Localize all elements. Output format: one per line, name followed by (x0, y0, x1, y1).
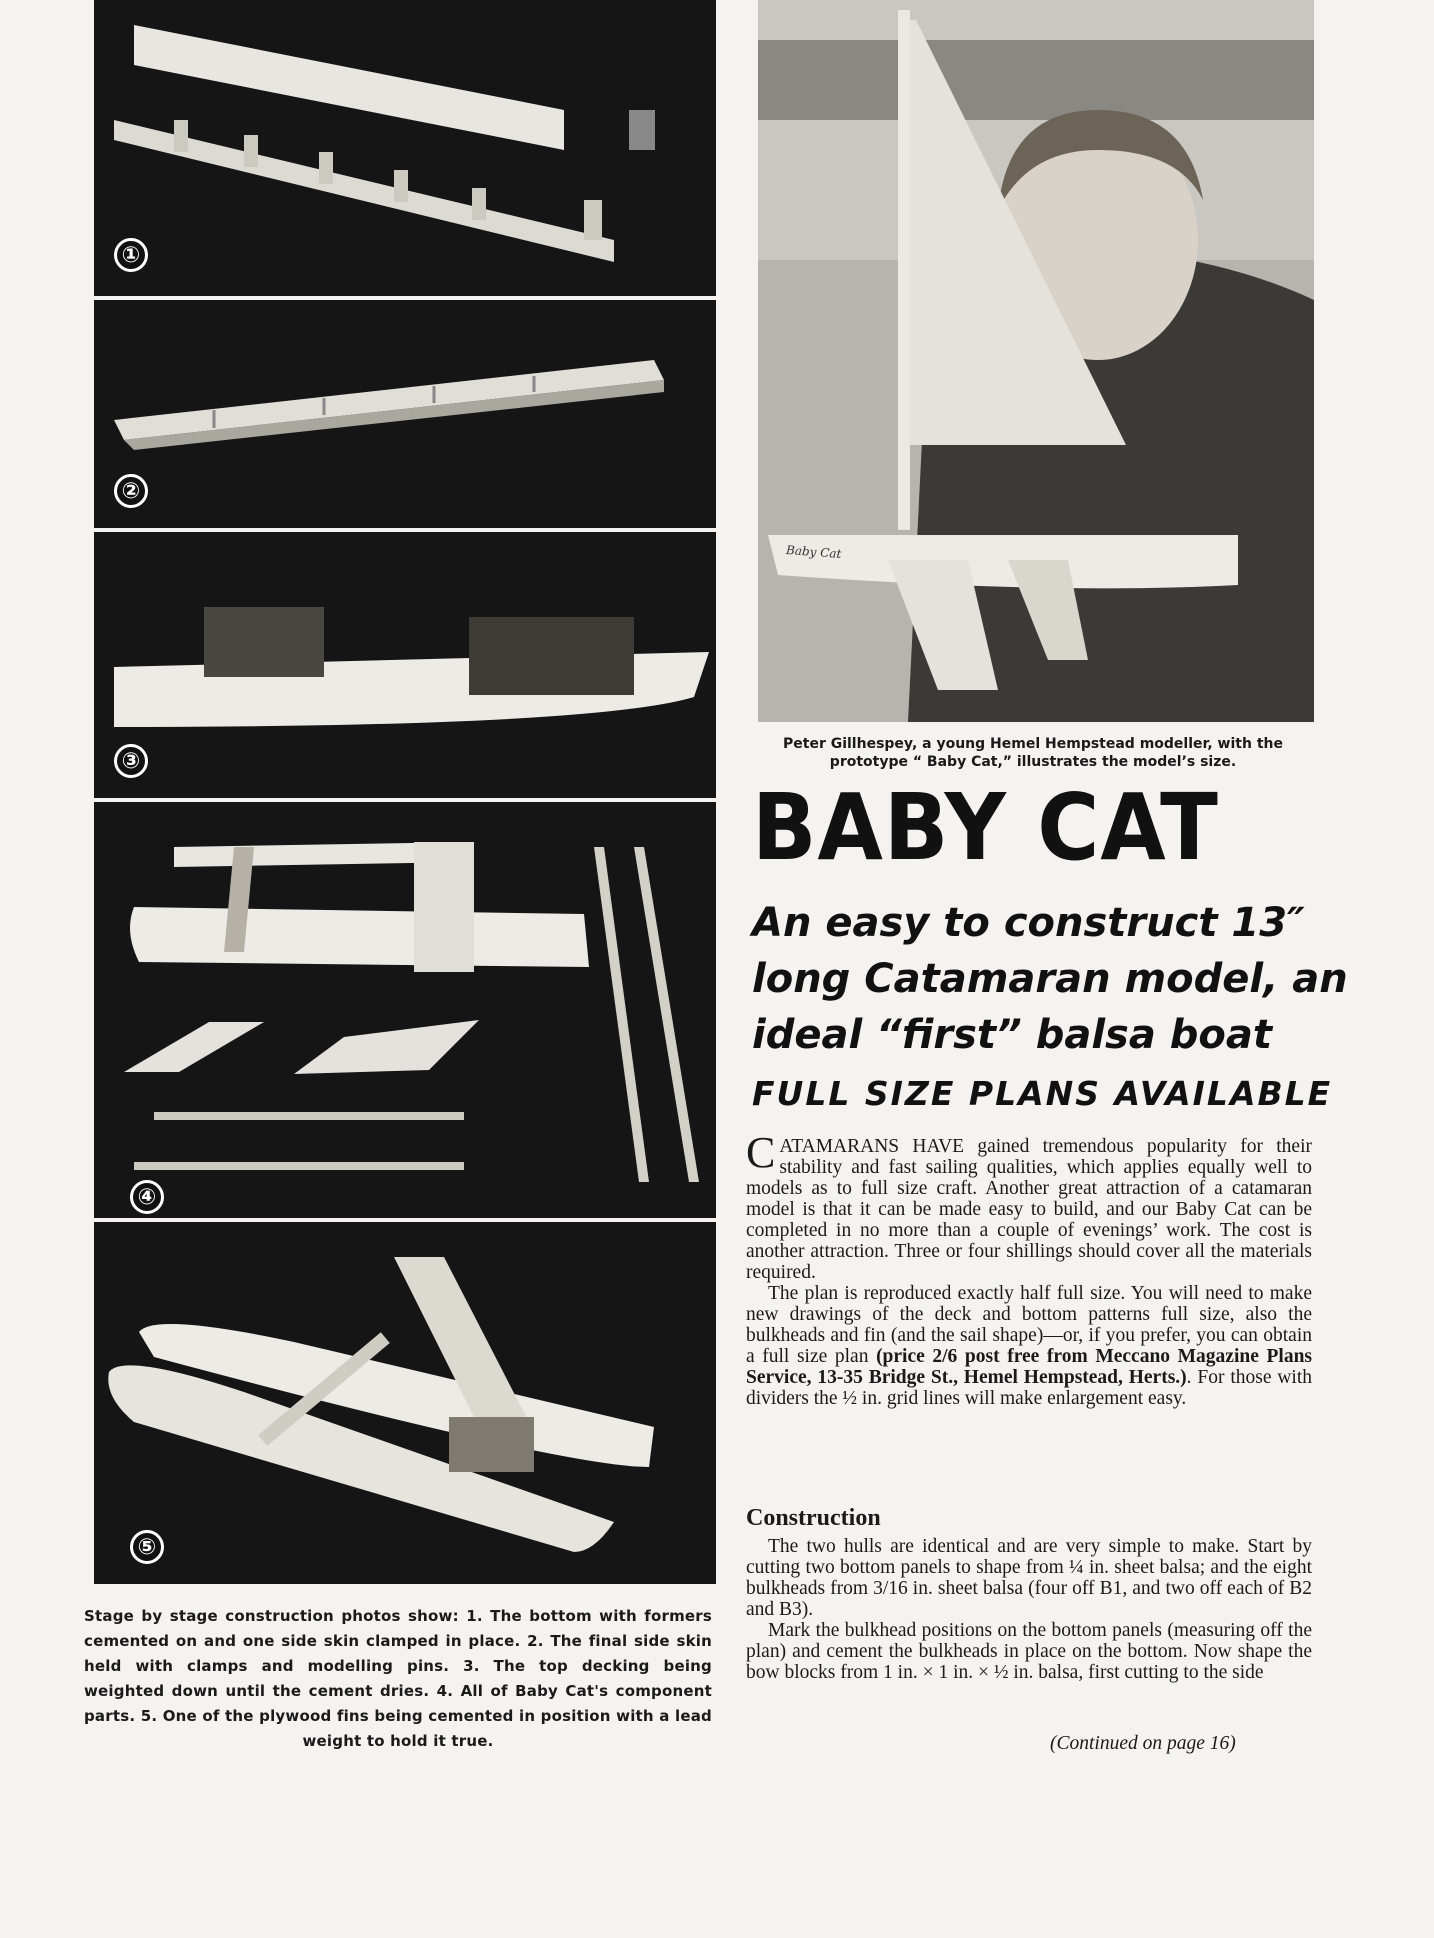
step-number-badge: ⑤ (130, 1530, 164, 1564)
continued-note: (Continued on page 16) (1050, 1733, 1236, 1754)
construction-paragraph-2: Mark the bulkhead positions on the bottom panels (measuring off the plan) and cement the bulkheads in place on the bottom. Now shape the bow blocks from 1 in. × 1 in. × ½ in. balsa, first cutting to the side (746, 1620, 1312, 1683)
step-number-badge: ① (114, 238, 148, 272)
article-headline: BABY CAT (752, 774, 1219, 881)
construction-photos-caption: Stage by stage construction photos show: 1. The bottom with formers cemented on and one side skin clamped in place. 2. The final side skin held with clamps and modelling pins. 3. The top decking being weighted down until the cement dries. 4. All of Baby Cat's component parts. 5. One of the plywood fins being cemented in position with a lead weight to hold it true. (84, 1607, 712, 1750)
step-number-badge: ② (114, 474, 148, 508)
construction-text (746, 1536, 1312, 1683)
construction-heading: Construction (746, 1505, 881, 1531)
photo-step-4 (94, 802, 716, 1218)
drop-cap: C (746, 1128, 776, 1177)
article-subheading (752, 895, 1348, 1063)
photo-step-2 (94, 300, 716, 528)
boat-name-label: Baby Cat (785, 543, 842, 561)
step-number-badge: ④ (130, 1180, 164, 1214)
portrait-caption: Peter Gillhespey, a young Hemel Hempstead modeller, with the prototype “ Baby Cat,” illustrates the model’s size. (783, 736, 1283, 770)
subhead-line: ideal “first” balsa boat (752, 1012, 1272, 1058)
plans-available-banner: FULL SIZE PLANS AVAILABLE (752, 1074, 1333, 1113)
subhead-line: long Catamaran model, an (752, 956, 1348, 1002)
intro-paragraph-2: The plan is reproduced exactly half full size. You will need to make new drawings of the deck and bottom patterns full size, also the bulkheads and fin (and the sail shape)—or, if you prefer, you can obtain a full size plan (price 2/6 post free from Meccano Magazine Plans Service, 13-35 Bridge St., Hemel Hempstead, Herts.). For those with dividers the ½ in. grid lines will make enlargement easy. (746, 1283, 1312, 1409)
intro-text (746, 1128, 1312, 1409)
photo-step-1 (94, 0, 716, 296)
subhead-line: An easy to construct 13″ (752, 900, 1305, 946)
photo-step-3 (94, 532, 716, 798)
construction-paragraph-1: The two hulls are identical and are very simple to make. Start by cutting two bottom panels to shape from ¼ in. sheet balsa; and the eight bulkheads from 3/16 in. sheet balsa (four off B1, and two off each of B2 and B3). (746, 1536, 1312, 1620)
photo-step-5 (94, 1222, 716, 1584)
step-number-badge: ③ (114, 744, 148, 778)
photo-boy-with-boat (758, 0, 1314, 722)
intro-paragraph-1: CATAMARANS HAVE gained tremendous popularity for their stability and fast sailing qualities, which applies equally well to models as to full size craft. Another great attraction of a catamaran model is that it can be made easy to build, and our Baby Cat can be completed in no more than a couple of evenings’ work. The cost is another attraction. Three or four shillings should cover all the materials required. (746, 1128, 1312, 1283)
